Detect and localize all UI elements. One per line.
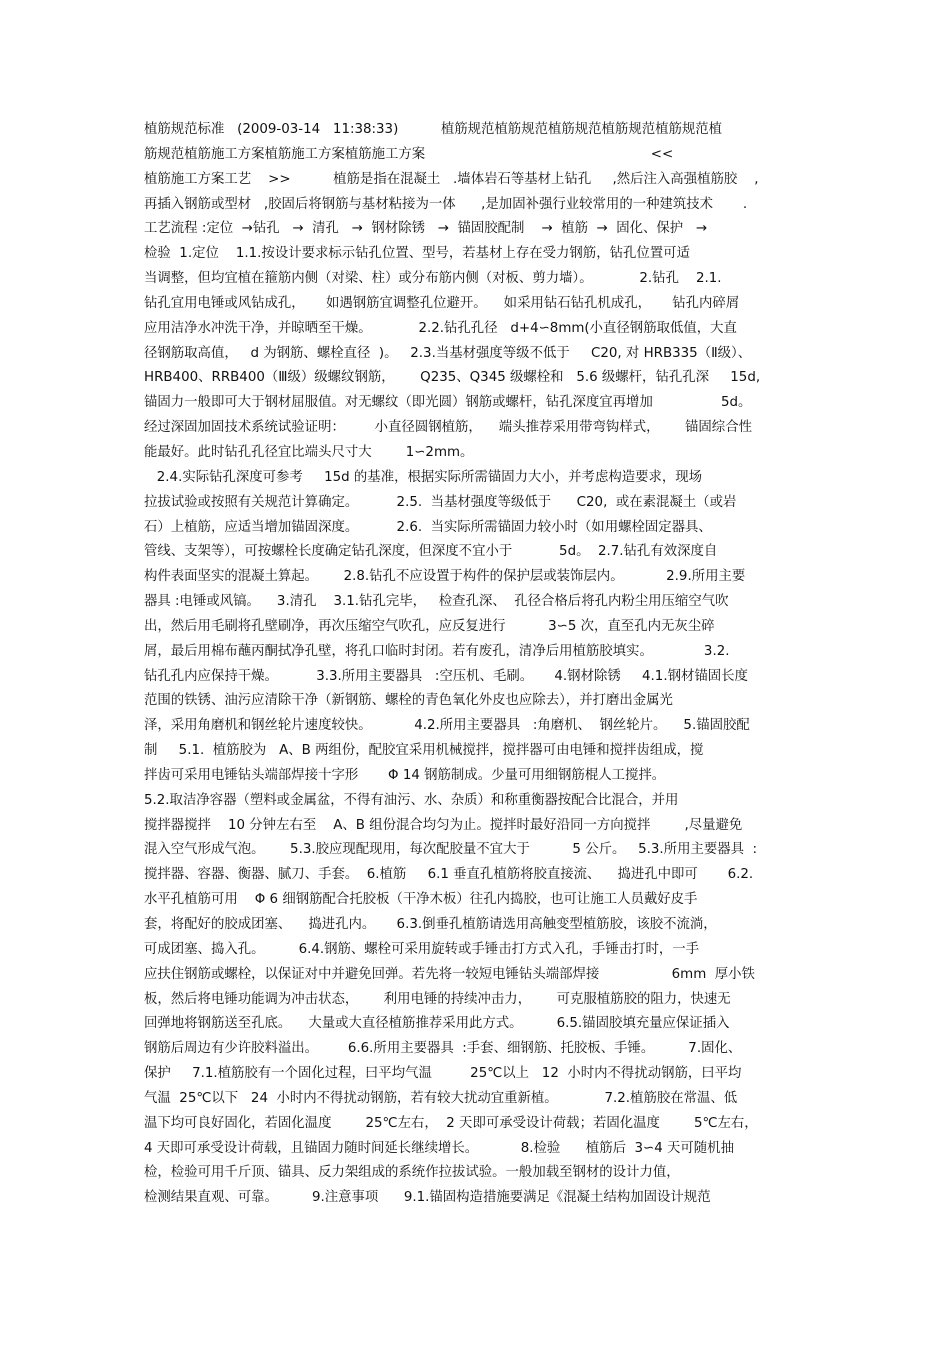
- text-line: 当调整，但均宜植在箍筋内侧（对梁、柱）或分布筋内侧（对板、剪力墙）。 2.钻孔 2.1.: [144, 271, 722, 287]
- text-line: 回弹地将钢筋送至孔底。 大量或大直径植筋推荐采用此方式。 6.5.锚固胶填充量应保证插入: [144, 1016, 730, 1032]
- text-line: 拉拔试验或按照有关规范计算确定。 2.5. 当基材强度等级低于 C20, 或在素混凝土（或岩: [144, 494, 737, 510]
- text-line: 筋规范植筋施工方案植筋施工方案植筋施工方案 <<: [144, 146, 674, 162]
- text-line: 检验 1.定位 1.1.按设计要求标示钻孔位置、型号，若基材上存在受力钢筋，钻孔位置可适: [144, 246, 690, 262]
- text-line: 钢筋后周边有少许胶料溢出。 6.6.所用主要器具 :手套、细钢筋、托胶板、手锤。 7.固化、: [144, 1041, 742, 1057]
- text-line: 再插入钢筋或型材 ,胶固后将钢筋与基材粘接为一体 ,是加固补强行业较常用的一种建筑技术 .: [144, 196, 748, 212]
- text-line: 应用洁净水冲洗干净，并晾晒至干燥。 2.2.钻孔孔径 d+4∽8mm(小直径钢筋取低值，大直: [144, 320, 737, 336]
- text-line: 套，将配好的胶成团塞、 捣进孔内。 6.3.倒垂孔植筋请选用高触变型植筋胶，该胶不流淌，: [144, 917, 717, 932]
- text-line: 板，然后将电锤功能调为冲击状态， 利用电锤的持续冲击力， 可克服植筋胶的阻力，快速无: [144, 991, 731, 1007]
- text-line: 管线、支架等），可按螺栓长度确定钻孔深度，但深度不宜小于 5d。 2.7.钻孔有效深度自: [144, 544, 718, 560]
- text-line: 钻孔孔内应保持干燥。 3.3.所用主要器具 :空压机、毛刷。 4.钢材除锈 4.1.钢材锚固长度: [144, 668, 748, 684]
- text-line: 出，然后用毛刷将孔壁刷净，再次压缩空气吹孔，应反复进行 3∽5 次，直至孔内无灰尘碎: [144, 618, 715, 634]
- text-line: 可成团塞、捣入孔。 6.4.钢筋、螺栓可采用旋转或手锤击打方式入孔，手锤击打时，一手: [144, 941, 700, 957]
- text-line: 4 天即可承受设计荷载，且锚固力随时间延长继续增长。 8.检验 植筋后 3∽4 天可随机抽: [144, 1140, 734, 1156]
- text-line: 器具 :电锤或风镐。 3.清孔 3.1.钻孔完毕， 检查孔深、 孔径合格后将孔内粉尘用压缩空气吹: [144, 594, 729, 610]
- text-line: 检测结果直观、可靠。 9.注意事项 9.1.锚固构造措施要满足《混凝土结构加固设计规范: [144, 1190, 711, 1206]
- document-body: [144, 118, 814, 1211]
- text-line: 植筋规范标准 (2009-03-14 11:38:33) 植筋规范植筋规范植筋规范植筋规范植筋规范植: [144, 122, 723, 137]
- text-line: 拌齿可采用电锤钻头端部焊接十字形 Φ 14 钢筋制成。少量可用细钢筋棍人工搅拌。: [144, 767, 666, 783]
- text-line: 混入空气形成气泡。 5.3.胶应现配现用，每次配胶量不宜大于 5 公斤。 5.3.所用主要器具 :: [144, 842, 758, 858]
- text-line: 检，检验可用千斤顶、锚具、反力架组成的系统作拉拔试验。一般加载至钢材的设计力值，: [144, 1165, 680, 1181]
- text-line: 5.2.取洁净容器（塑料或金属盆，不得有油污、水、杂质）和称重衡器按配合比混合，并用: [144, 792, 679, 808]
- text-line: 屑，最后用棉布蘸丙酮拭净孔壁，将孔口临时封闭。若有废孔，清净后用植筋胶填实。 3.2.: [144, 643, 730, 659]
- text-line: 植筋施工方案工艺 >> 植筋是指在混凝土 .墙体岩石等基材上钻孔 ,然后注入高强植筋胶 ,: [144, 171, 759, 187]
- text-line: 2.4.实际钻孔深度可参考 15d 的基准，根据实际所需锚固力大小，并考虑构造要求，现场: [144, 469, 703, 485]
- text-line: 气温 25℃以下 24 小时内不得扰动钢筋，若有较大扰动宜重新植。 7.2.植筋胶在常温、低: [144, 1090, 738, 1106]
- text-line: 水平孔植筋可用 Φ 6 细钢筋配合托胶板（干净木板）往孔内捣胶，也可让施工人员戴好皮手: [144, 892, 698, 908]
- text-line: 经过深固加固技术系统试验证明： 小直径圆钢植筋， 端头推荐采用带弯钩样式， 锚固综合性: [144, 420, 752, 436]
- text-line: 搅拌器搅拌 10 分钟左右至 A、B 组份混合均匀为止。搅拌时最好沿同一方向搅拌 ,尽量避免: [144, 817, 743, 833]
- text-line: 工艺流程 :定位 →钻孔 → 清孔 → 钢材除锈 → 锚固胶配制 → 植筋 → 固化、保护 →: [144, 221, 708, 237]
- text-line: 能最好。此时钻孔孔径宜比端头尺寸大 1∽2mm。: [144, 444, 474, 460]
- text-line: HRB400、RRB400（Ⅲ级）级螺纹钢筋， Q235、Q345 级螺栓和 5.6 级螺杆，钻孔孔深 15d,: [144, 370, 761, 386]
- text-line: 温下均可良好固化，若固化温度 25℃左右， 2 天即可承受设计荷载；若固化温度 5℃左右，: [144, 1115, 758, 1131]
- text-line: 应扶住钢筋或螺栓，以保证对中并避免回弹。若先将一较短电锤钻头端部焊接 6mm 厚小铁: [144, 966, 755, 982]
- text-line: 构件表面坚实的混凝土算起。 2.8.钻孔不应设置于构件的保护层或装饰层内。 2.9.所用主要: [144, 569, 746, 585]
- text-line: 制 5.1. 植筋胶为 A、B 两组份，配胶宜采用机械搅拌，搅拌器可由电锤和搅拌齿组成，搅: [144, 743, 704, 759]
- text-line: 径钢筋取高值， d 为钢筋、螺栓直径 )。 2.3.当基材强度等级不低于 C20, 对 HRB335（Ⅱ级）、: [144, 345, 752, 361]
- text-line: 泽，采用角磨机和钢丝轮片速度较快。 4.2.所用主要器具 :角磨机、 钢丝轮片。 5.锚固胶配: [144, 718, 750, 734]
- text-line: 石）上植筋，应适当增加锚固深度。 2.6. 当实际所需锚固力较小时（如用螺栓固定器具、: [144, 519, 712, 535]
- text-line: 搅拌器、容器、衡器、腻刀、手套。 6.植筋 6.1 垂直孔植筋将胶直接流、 捣进孔中即可 6.2.: [144, 867, 754, 883]
- text-line: 保护 7.1.植筋胶有一个固化过程，曰平均气温 25℃以上 12 小时内不得扰动钢筋，曰平均: [144, 1066, 742, 1082]
- text-line: 范围的铁锈、油污应清除干净（新钢筋、螺栓的青色氧化外皮也应除去），并打磨出金属光: [144, 693, 673, 709]
- text-line: 钻孔宜用电锤或风钻成孔， 如遇钢筋宜调整孔位避开。 如采用钻石钻孔机成孔， 钻孔内碎屑: [144, 295, 740, 311]
- text-line: 锚固力一般即可大于钢材屈服值。对无螺纹（即光圆）钢筋或螺杆，钻孔深度宜再增加 5d。: [144, 395, 752, 411]
